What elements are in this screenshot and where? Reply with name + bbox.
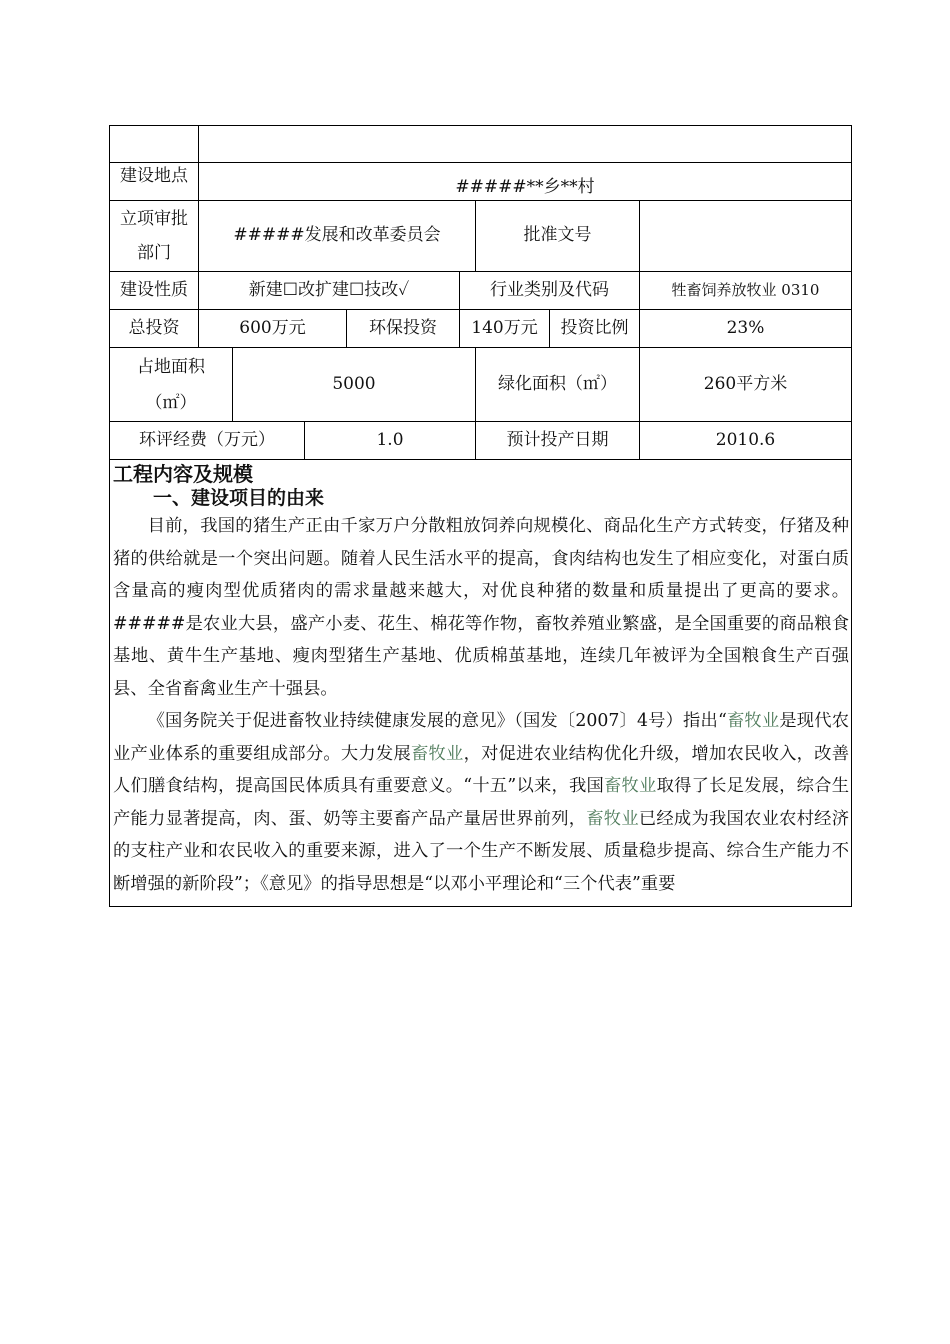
green-area-value: 260平方米 bbox=[703, 373, 788, 394]
approval-no-value bbox=[640, 201, 851, 271]
env-invest-value: 140万元 bbox=[460, 310, 550, 347]
land-area-value: 5000 bbox=[233, 348, 476, 421]
paragraph-text: ，对促进农业结构优化升级，增加农民收入，改善人们膳食结构，提高国民体质具有重要意义。“十五”以来，我国 bbox=[113, 743, 849, 796]
approval-no-label: 批准文号 bbox=[476, 201, 640, 271]
table-row bbox=[110, 348, 851, 422]
invest-ratio-label: 投资比例 bbox=[550, 310, 640, 347]
land-area-label: 占地面积（㎡） bbox=[110, 348, 233, 421]
empty-cell bbox=[110, 126, 199, 162]
operation-date-label: 预计投产日期 bbox=[476, 422, 640, 459]
approval-dept-label: 立项审批部门 bbox=[110, 201, 199, 271]
paragraph-background: 目前，我国的猪生产正由千家万户分散粗放饲养向规模化、商品化生产方式转变，仔猪及种猪的供给就是一个突出问题。随着人民生活水平的提高，食肉结构也发生了相应变化，对蛋白质含量高的瘦肉型优质猪肉的需求量越来越大，对优良种猪的数量和质量提出了更高的要求。#####是农业大县，盛产小麦、花生、棉花等作物，畜牧养殖业繁盛，是全国重要的商品粮食基地、黄牛生产基地、瘦肉型猪生产基地、优质棉茧基地，连续几年被评为全国粮食生产百强县、全省畜禽业生产十强县。 bbox=[113, 516, 849, 699]
total-invest-label: 总投资 bbox=[110, 310, 199, 347]
section-heading: 工程内容及规模 bbox=[113, 462, 253, 486]
nature-value: 新建☐改扩建☐技改✓ bbox=[199, 272, 460, 309]
total-invest-value: 600万元 bbox=[199, 310, 347, 347]
project-info-table bbox=[109, 125, 852, 907]
paragraph-text: 《国务院关于促进畜牧业持续健康发展的意见》（国发〔2007〕4号）指出“ bbox=[147, 711, 727, 731]
paragraph-text: 是现代农业产业体系的重要组成部分。大力发展 bbox=[113, 711, 849, 764]
table-row bbox=[110, 126, 851, 163]
location-label: 建设地点 bbox=[110, 163, 199, 200]
approval-dept-value: #####发展和改革委员会 bbox=[199, 201, 476, 271]
industry-label: 行业类别及代码 bbox=[460, 272, 640, 309]
table-row bbox=[110, 201, 851, 272]
empty-cell bbox=[199, 126, 851, 162]
table-row bbox=[110, 310, 851, 348]
subsection-heading: 一、建设项目的由来 bbox=[153, 487, 325, 509]
term-link[interactable]: 畜牧业 bbox=[411, 743, 464, 764]
term-link[interactable]: 畜牧业 bbox=[604, 776, 657, 796]
paragraph-text: 取得了长足发展，综合生产能力显著提高，肉、蛋、奶等主要畜产品产量居世界前列， bbox=[113, 776, 849, 829]
nature-label: 建设性质 bbox=[110, 272, 199, 309]
table-row bbox=[110, 422, 851, 460]
paragraph-policy bbox=[113, 705, 849, 900]
industry-value: 牲畜饲养放牧业 0310 bbox=[671, 281, 820, 300]
operation-date-value: 2010.6 bbox=[715, 429, 776, 450]
location-value: #####**乡**村 bbox=[455, 176, 595, 197]
eia-fee-label: 环评经费（万元） bbox=[110, 422, 305, 459]
term-link[interactable]: 畜牧业 bbox=[726, 711, 780, 731]
eia-fee-value: 1.0 bbox=[305, 422, 476, 459]
env-invest-label: 环保投资 bbox=[347, 310, 460, 347]
project-content-section bbox=[110, 460, 851, 906]
table-row bbox=[110, 163, 851, 201]
green-area-label: 绿化面积（㎡） bbox=[476, 348, 640, 421]
term-link[interactable]: 畜牧业 bbox=[586, 808, 639, 829]
table-row bbox=[110, 272, 851, 310]
invest-ratio-value: 23% bbox=[726, 317, 765, 338]
paragraph-text: 已经成为我国农业农村经济的支柱产业和农民收入的重要来源，进入了一个生产不断发展、质量稳步提高、综合生产能力不断增强的新阶段”；《意见》的指导思想是“以邓小平理论和“三个代表”重要 bbox=[113, 808, 849, 894]
